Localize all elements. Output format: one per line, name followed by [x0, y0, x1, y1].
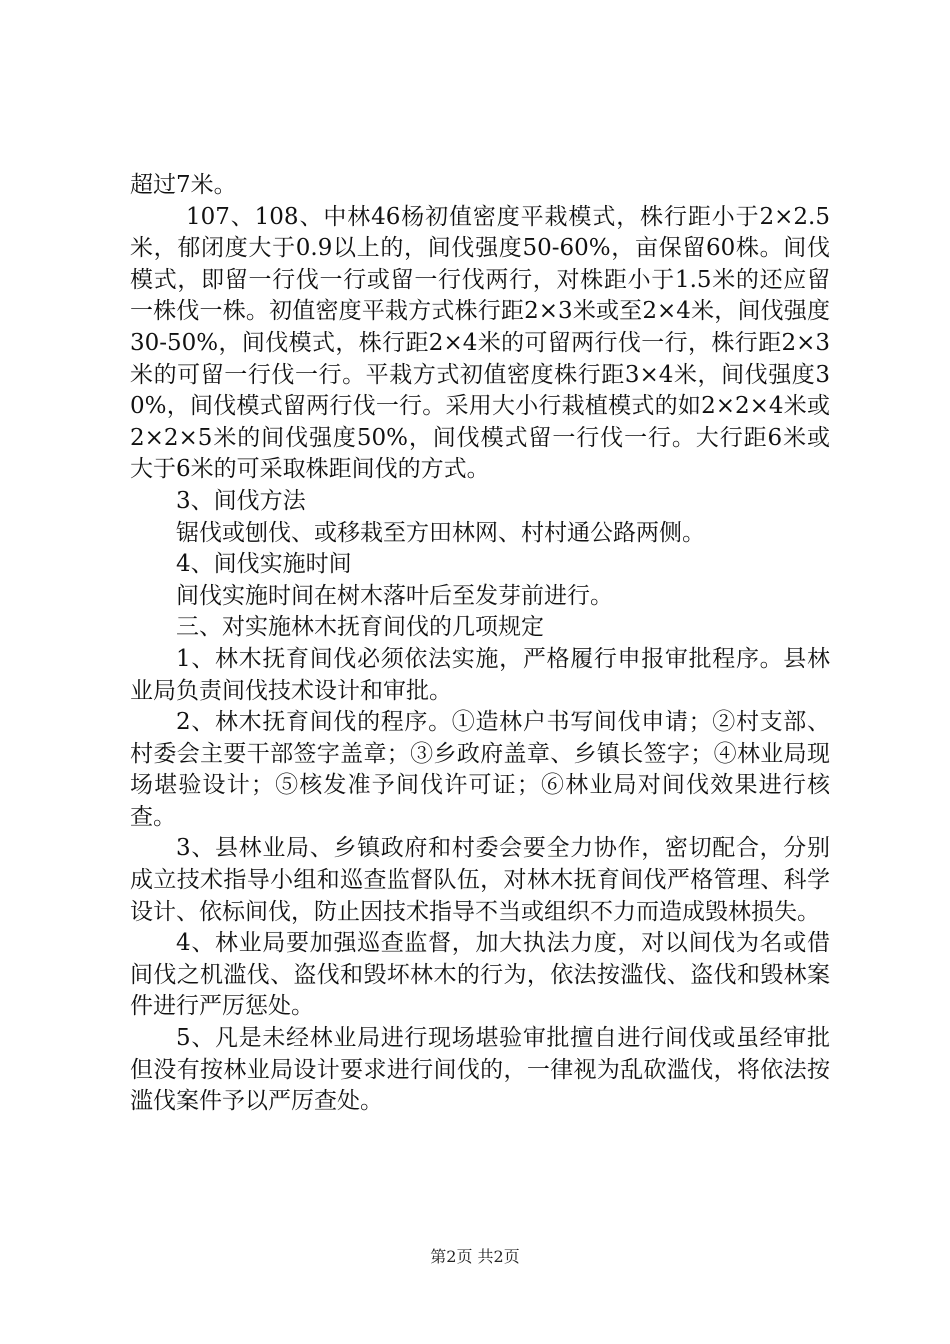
paragraph-regulation-2: 2、林木抚育间伐的程序。①造林户书写间伐申请；②村支部、村委会主要干部签字盖章；③乡政府盖章、乡镇长签字；④林业局现场堪验设计；⑤核发准予间伐许可证；⑥林业局对间伐效果进行核查。 [130, 709, 830, 830]
paragraph-continuation: 超过7米。 [130, 172, 237, 198]
paragraph-regulation-1: 1、林木抚育间伐必须依法实施，严格履行申报审批程序。县林业局负责间伐技术设计和审批。 [130, 645, 830, 704]
paragraph-thinning-time: 间伐实施时间在树木落叶后至发芽前进行。 [176, 582, 613, 609]
heading-thinning-time: 4、间伐实施时间 [176, 551, 352, 578]
page-number-footer: 第2页 共2页 [430, 1247, 520, 1266]
heading-regulations: 三、对实施林木抚育间伐的几项规定 [176, 614, 544, 641]
paragraph-thinning-method: 锯伐或刨伐、或移栽至方田林网、村村通公路两侧。 [176, 519, 705, 546]
paragraph-regulation-5: 5、凡是未经林业局进行现场堪验审批擅自进行间伐或虽经审批但没有按林业局设计要求进行间伐的，一律视为乱砍滥伐，将依法按滥伐案件予以严厉查处。 [130, 1025, 830, 1115]
heading-thinning-method: 3、间伐方法 [176, 487, 306, 514]
document-body [130, 170, 830, 1118]
paragraph-planting-density: 107、108、中林46杨初值密度平栽模式，株行距小于2×2.5米，郁闭度大于0.9以上的，间伐强度50-60%，亩保留60株。间伐模式，即留一行伐一行或留一行伐两行，对株距小于1.5米的还应留一株伐一株。初值密度平栽方式株行距2×3米或至2×4米，间伐强度30-50%，间伐模式，株行距2×4米的可留两行伐一行，株行距2×3米的可留一行伐一行。平栽方式初值密度株行距3×4米，间伐强度30%，间伐模式留两行伐一行。采用大小行栽植模式的如2×2×4米或2×2×5米的间伐强度50%，间伐模式留一行伐一行。大行距6米或大于6米的可采取株距间伐的方式。 [130, 203, 830, 483]
paragraph-regulation-4: 4、林业局要加强巡查监督，加大执法力度，对以间伐为名或借间伐之机滥伐、盗伐和毁坏林木的行为，依法按滥伐、盗伐和毁林案件进行严厉惩处。 [130, 930, 830, 1020]
paragraph-regulation-3: 3、县林业局、乡镇政府和村委会要全力协作，密切配合，分别成立技术指导小组和巡查监督队伍，对林木抚育间伐严格管理、科学设计、依标间伐，防止因技术指导不当或组织不力而造成毁林损失。 [130, 835, 830, 925]
